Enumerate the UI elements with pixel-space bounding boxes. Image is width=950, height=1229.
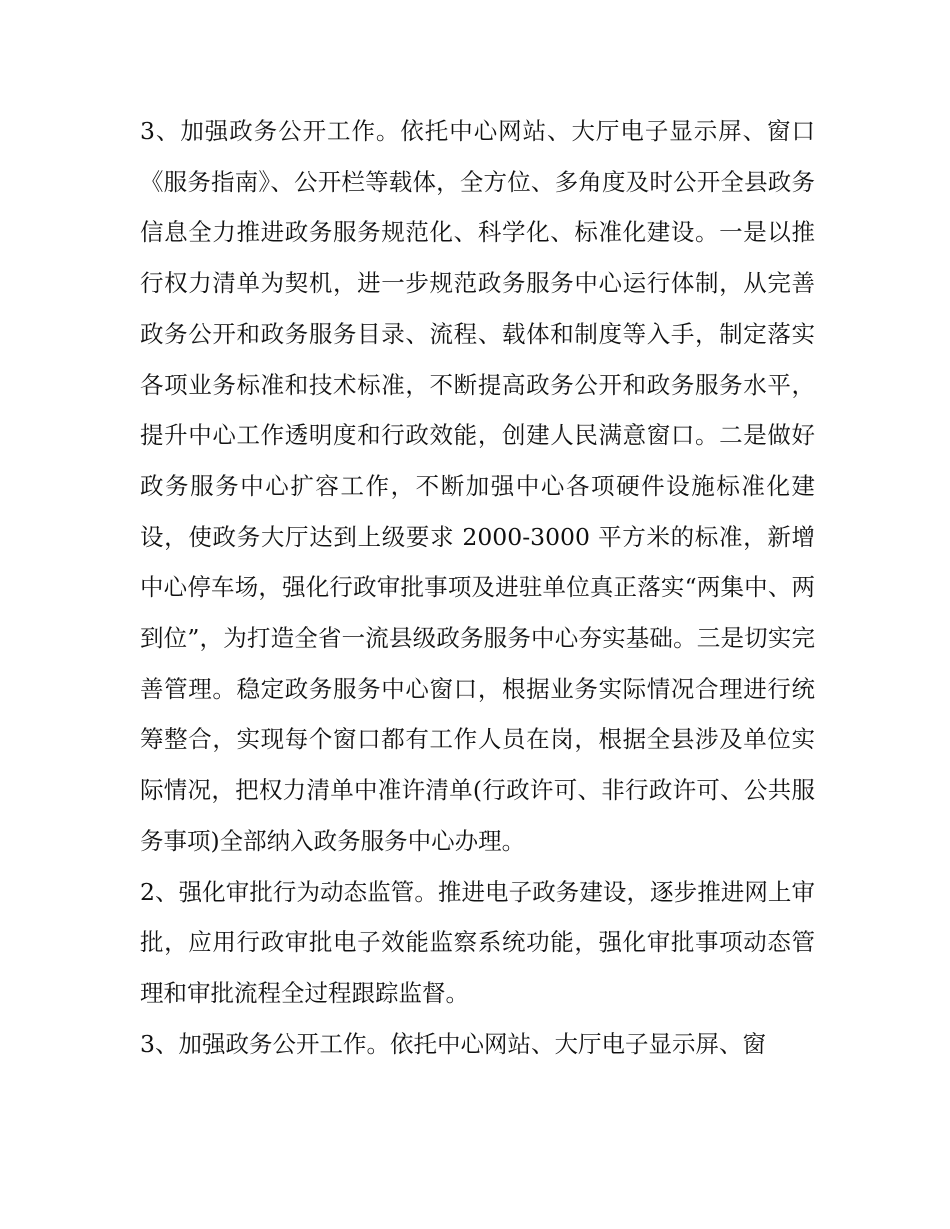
paragraph-item: 3、加强政务公开工作。依托中心网站、大厅电子显示屏、窗口《服务指南》、公开栏等载体，全方位、多角度及时公开全县政务信息全力推进政务服务规范化、科学化、标准化建设。一是以推行权力清单为契机，进一步规范政务服务中心运行体制，从完善政务公开和政务服务目录、流程、载体和制度等入手，制定落实各项业务标准和技术标准，不断提高政务公开和政务服务水平，提升中心工作透明度和行政效能，创建人民满意窗口。二是做好政务服务中心扩容工作，不断加强中心各项硬件设施标准化建设，使政务大厅达到上级要求 2000-3000 平方米的标准，新增中心停车场，强化行政审批事项及进驻单位真正落实“两集中、两到位”，为打造全省一流县级政务服务中心夯实基础。三是切实完善管理。稳定政务服务中心窗口，根据业务实际情况合理进行统筹整合，实现每个窗口都有工作人员在岗，根据全县涉及单位实际情况，把权力清单中准许清单(行政许可、非行政许可、公共服务事项)全部纳入政务服务中心办理。 bbox=[140, 117, 815, 855]
paragraph-item: 3、加强政务公开工作。依托中心网站、大厅电子显示屏、窗 bbox=[140, 1029, 766, 1058]
document-body bbox=[140, 106, 815, 1069]
paragraph-item: 2、强化审批行为动态监管。推进电子政务建设，逐步推进网上审批，应用行政审批电子效能监察系统功能，强化审批事项动态管理和审批流程全过程跟踪监督。 bbox=[140, 877, 815, 1007]
